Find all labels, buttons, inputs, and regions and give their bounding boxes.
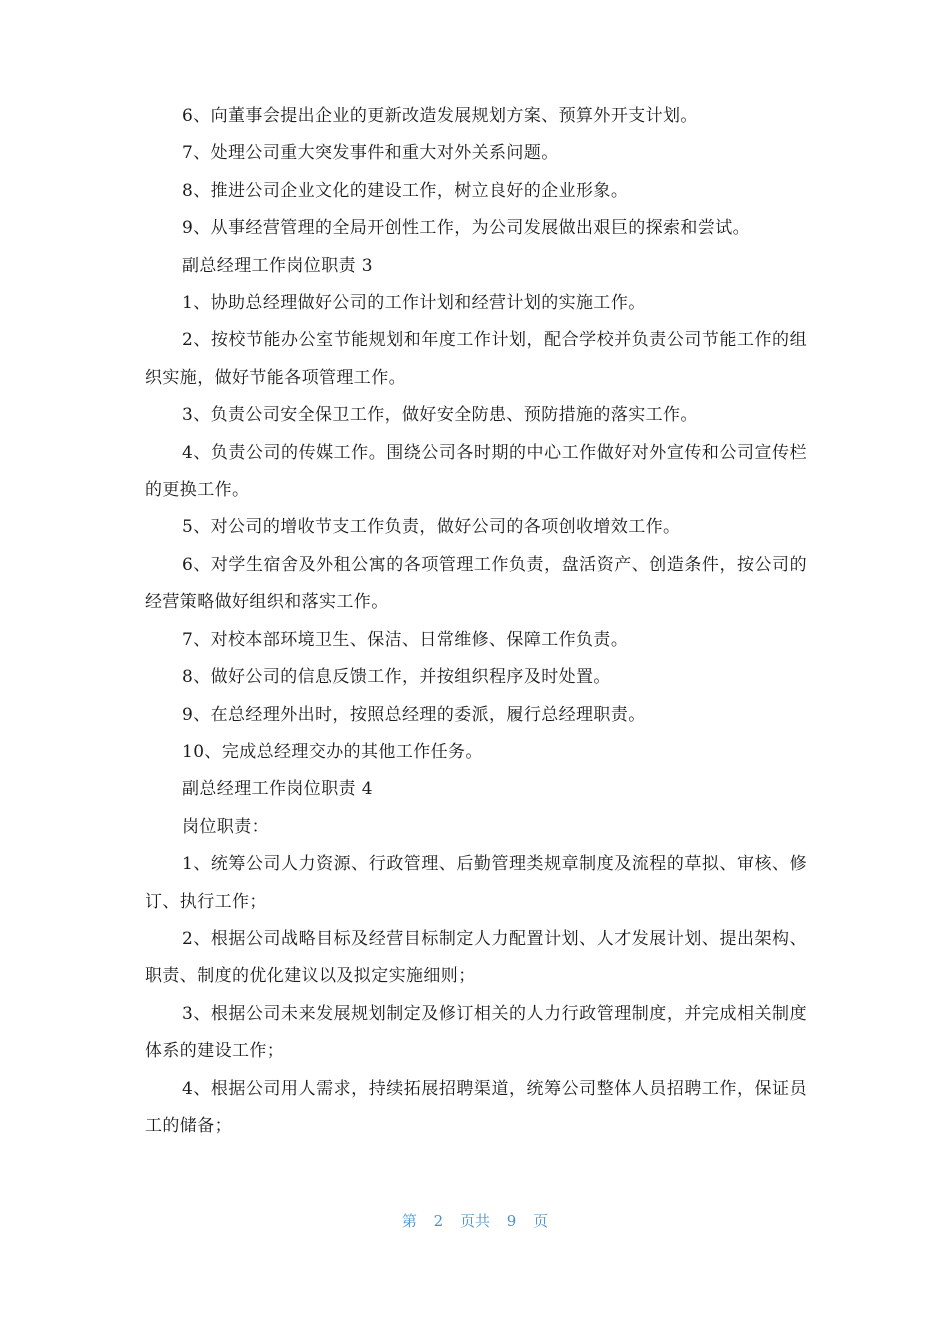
section-heading: 副总经理工作岗位职责 3 xyxy=(182,255,374,276)
paragraph: 2、根据公司战略目标及经营目标制定人力配置计划、人才发展计划、提出架构、职责、制度的优化建议以及拟定实施细则； xyxy=(145,928,807,987)
paragraph: 8、推进公司企业文化的建设工作，树立良好的企业形象。 xyxy=(182,180,629,201)
paragraph: 5、对公司的增收节支工作负责，做好公司的各项创收增效工作。 xyxy=(182,517,681,538)
footer-middle: 页共 xyxy=(459,1212,490,1230)
paragraph: 8、做好公司的信息反馈工作，并按组织程序及时处置。 xyxy=(182,667,611,688)
paragraph: 9、从事经营管理的全局开创性工作，为公司发展做出艰巨的探索和尝试。 xyxy=(182,218,751,239)
paragraph: 2、按校节能办公室节能规划和年度工作计划，配合学校并负责公司节能工作的组织实施，做好节能各项管理工作。 xyxy=(145,330,807,388)
paragraph: 4、负责公司的传媒工作。围绕公司各时期的中心工作做好对外宣传和公司宣传栏的更换工作。 xyxy=(145,442,807,501)
paragraph: 6、向董事会提出企业的更新改造发展规划方案、预算外开支计划。 xyxy=(182,106,698,126)
total-page-count: 9 xyxy=(506,1212,517,1230)
footer-prefix: 第 xyxy=(401,1212,417,1230)
current-page-number: 2 xyxy=(433,1212,444,1230)
paragraph: 10、完成总经理交办的其他工作任务。 xyxy=(182,741,483,762)
paragraph: 7、对校本部环境卫生、保洁、日常维修、保障工作负责。 xyxy=(182,629,629,650)
paragraph: 7、处理公司重大突发事件和重大对外关系问题。 xyxy=(182,143,559,164)
paragraph: 1、统筹公司人力资源、行政管理、后勤管理类规章制度及流程的草拟、审核、修订、执行工作； xyxy=(145,854,807,912)
paragraph: 9、在总经理外出时，按照总经理的委派，履行总经理职责。 xyxy=(182,704,646,725)
paragraph: 6、对学生宿舍及外租公寓的各项管理工作负责，盘活资产、创造条件，按公司的经营策略做好组织和落实工作。 xyxy=(145,554,807,613)
page-footer xyxy=(0,1210,950,1231)
paragraph: 4、根据公司用人需求，持续拓展招聘渠道，统筹公司整体人员招聘工作，保证员工的储备； xyxy=(145,1078,807,1136)
footer-suffix: 页 xyxy=(533,1212,549,1230)
paragraph: 1、协助总经理做好公司的工作计划和经营计划的实施工作。 xyxy=(182,293,646,314)
subheading: 岗位职责： xyxy=(182,816,269,837)
section-heading: 副总经理工作岗位职责 4 xyxy=(182,779,374,800)
paragraph: 3、根据公司未来发展规划制定及修订相关的人力行政管理制度，并完成相关制度体系的建设工作； xyxy=(145,1003,807,1062)
document-body xyxy=(145,98,807,1145)
paragraph: 3、负责公司安全保卫工作，做好安全防患、预防措施的落实工作。 xyxy=(182,405,698,426)
